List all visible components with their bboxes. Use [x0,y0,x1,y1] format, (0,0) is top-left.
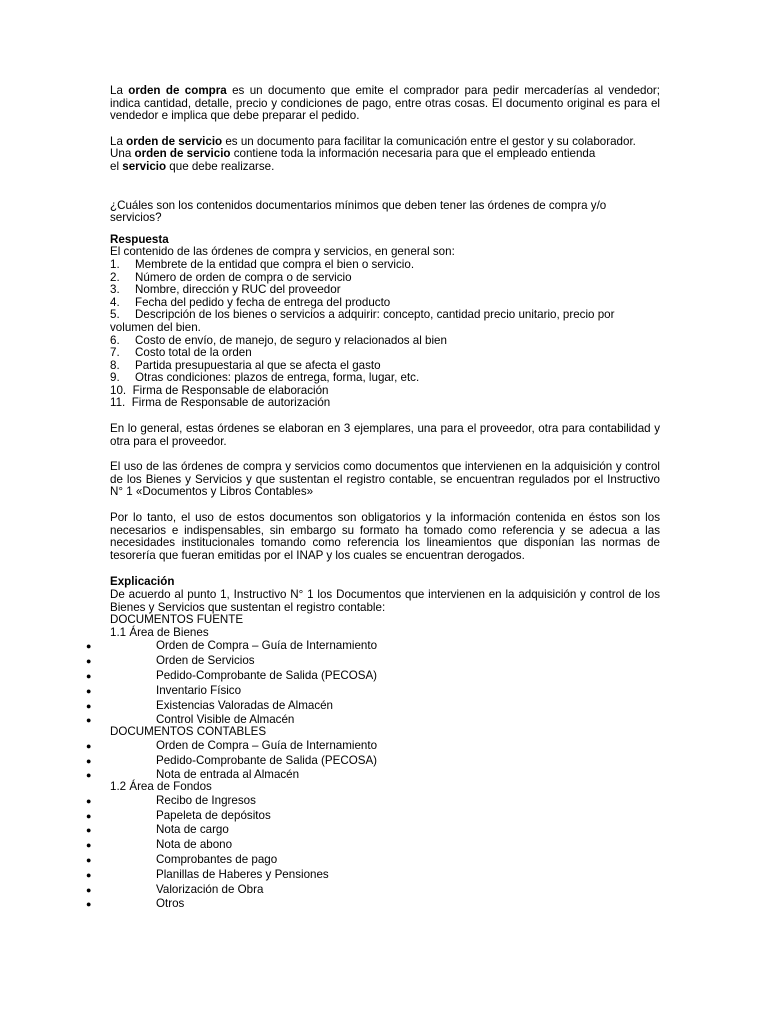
bullet-item [86,683,660,699]
bullet-item [86,867,660,883]
bullet-icon: ● [86,740,92,751]
bullet-item [86,838,660,853]
list-number: 11. [110,396,126,410]
bullet-icon: ● [86,755,92,766]
bullet-item [86,738,660,754]
list-text: Número de orden de compra o de servicio [135,270,352,284]
text: el [110,159,123,173]
bullet-text: Existencias Valoradas de Almacén [156,698,334,712]
bullet-icon: ● [86,884,92,895]
bullet-item [86,768,660,783]
respuesta-para-uso: El uso de las órdenes de compra y servicios como documentos que intervienen en la adquisición y control de los Bienes y Servicios y que sustentan el registro contable, se encuentran regulados por el Instructivo N° 1 «Documentos y Libros Contables» [110,460,660,499]
bienes-list [86,639,660,728]
explicacion-intro: De acuerdo al punto 1, Instructivo N° 1 los Documentos que intervienen en la adquisición y control de los Bienes y Servicios que sustentan el registro contable: [110,588,660,614]
bullet-icon: ● [86,641,92,652]
fondos-list [86,793,660,912]
intro-paragraph-servicio [110,136,660,174]
contables-heading: DOCUMENTOS CONTABLES [110,725,267,739]
bienes-heading: 1.1 Área de Bienes [110,625,209,639]
respuesta-heading: Respuesta [110,232,169,246]
list-text: Firma de Responsable de elaboración [132,383,329,397]
list-number: 7. [110,346,120,360]
text: que debe realizarse. [166,159,275,173]
fondos-heading: 1.2 Área de Fondos [110,780,212,794]
list-number: 8. [110,358,120,372]
fuente-heading: DOCUMENTOS FUENTE [110,613,244,627]
bullet-text: Orden de Compra – Guía de Internamiento [156,738,378,752]
list-text: Membrete de la entidad que compra el bien o servicio. [135,257,415,271]
bullet-icon: ● [86,840,92,851]
bullet-item [86,808,660,824]
respuesta-para-ejemplares: En lo general, estas órdenes se elaboran en 3 ejemplares, una para el proveedor, otra para contabilidad y otra para el proveedor. [110,422,660,448]
bullet-item [86,897,660,912]
text: contiene toda la información necesaria para que el empleado entienda [230,147,596,161]
bullet-text: Pedido-Comprobante de Salida (PECOSA) [156,753,378,767]
list-number: 2. [110,270,120,284]
bullet-text: Comprobantes de pago [156,852,278,866]
bullet-item [86,639,660,654]
text: es un documento que emite el comprador para pedir mercaderías al vendedor; indica cantidad, detalle, precio y condiciones de pago, entre otras cosas. El documento original es para el vendedor e implica que debe preparar el pedido. [110,84,661,123]
list-text: Partida presupuestaria al que se afecta el gasto [135,358,381,372]
list-text: Nombre, dirección y RUC del proveedor [135,283,341,297]
bold-term: servicio [122,159,167,173]
bullet-text: Nota de cargo [156,823,229,837]
bold-term: orden de servicio [126,134,223,148]
bullet-item [86,654,660,669]
explicacion-heading: Explicación [110,575,175,589]
list-text: Costo total de la orden [135,346,252,360]
list-number: 3. [110,283,120,297]
bullet-item [86,753,660,769]
bullet-icon: ● [86,715,92,726]
bullet-icon: ● [86,770,92,781]
text: Una [110,147,135,161]
respuesta-para-obligatorios: Por lo tanto, el uso de estos documentos son obligatorios y la información contenida en éstos son los necesarios e indispensables, sin embargo su formato ha tomado como referencia y se adecua a las necesidades institucionales tomando como referencia los lineamientos que disponían las normas de tesorería que fueran emitidas por el INAP y los cuales se encuentran derogados. [110,511,660,562]
bullet-icon: ● [86,670,92,681]
text: es un documento para facilitar la comunicación entre el gestor y su colaborador. [222,134,636,148]
bullet-icon: ● [86,810,92,821]
bullet-icon: ● [86,854,92,865]
text: La [110,134,127,148]
list-number: 9. [110,371,120,385]
bullet-text: Recibo de Ingresos [156,793,256,807]
bullet-text: Papeleta de depósitos [156,808,271,822]
question: ¿Cuáles son los contenidos documentarios mínimos que deben tener las órdenes de compra y/o servicios? [110,198,607,225]
bullet-icon: ● [86,869,92,880]
list-text: Costo de envío, de manejo, de seguro y relacionados al bien [135,333,447,347]
bullet-item [86,668,660,684]
list-number: 10. [110,383,127,397]
bullet-text: Nota de entrada al Almacén [156,768,300,782]
list-number: 6. [110,333,120,347]
list-item [110,397,660,410]
bullet-item [86,882,660,898]
bullet-text: Valorización de Obra [156,882,264,896]
bullet-item [86,713,660,728]
respuesta-list [110,259,660,410]
bullet-text: Nota de abono [156,838,233,852]
contables-list [86,738,660,783]
list-text: Firma de Responsable de autorización [131,396,331,410]
list-text: Otras condiciones: plazos de entrega, forma, lugar, etc. [135,371,420,385]
bullet-item [86,823,660,838]
list-text: Descripción de los bienes o servicios a adquirir: concepto, cantidad precio unitario, precio por volumen del bien. [110,308,615,334]
respuesta-intro: El contenido de las órdenes de compra y servicios, en general son: [110,245,455,259]
bullet-icon: ● [86,656,92,667]
document-page [86,84,661,912]
text: La [110,84,129,97]
bullet-icon: ● [86,795,92,806]
bullet-text: Orden de Compra – Guía de Internamiento [156,639,378,653]
bullet-text: Orden de Servicios [156,654,255,668]
bullet-text: Inventario Físico [156,683,242,697]
bullet-icon: ● [86,700,92,711]
bullet-text: Planillas de Haberes y Pensiones [156,867,329,881]
bullet-icon: ● [86,899,92,910]
bullet-icon: ● [86,825,92,836]
bold-term: orden de compra [128,84,227,97]
bullet-item [86,698,660,714]
list-number: 5. [110,308,120,322]
bullet-item [86,793,660,809]
list-number: 4. [110,295,120,309]
bullet-icon: ● [86,685,92,696]
list-item [110,309,660,334]
list-number: 1. [110,257,120,271]
intro-paragraph-compra [110,85,660,123]
list-text: Fecha del pedido y fecha de entrega del producto [135,295,391,309]
bullet-text: Otros [156,897,185,911]
bullet-text: Pedido-Comprobante de Salida (PECOSA) [156,668,378,682]
bold-term: orden de servicio [134,147,231,161]
bullet-item [86,852,660,868]
bullet-text: Control Visible de Almacén [156,713,295,727]
